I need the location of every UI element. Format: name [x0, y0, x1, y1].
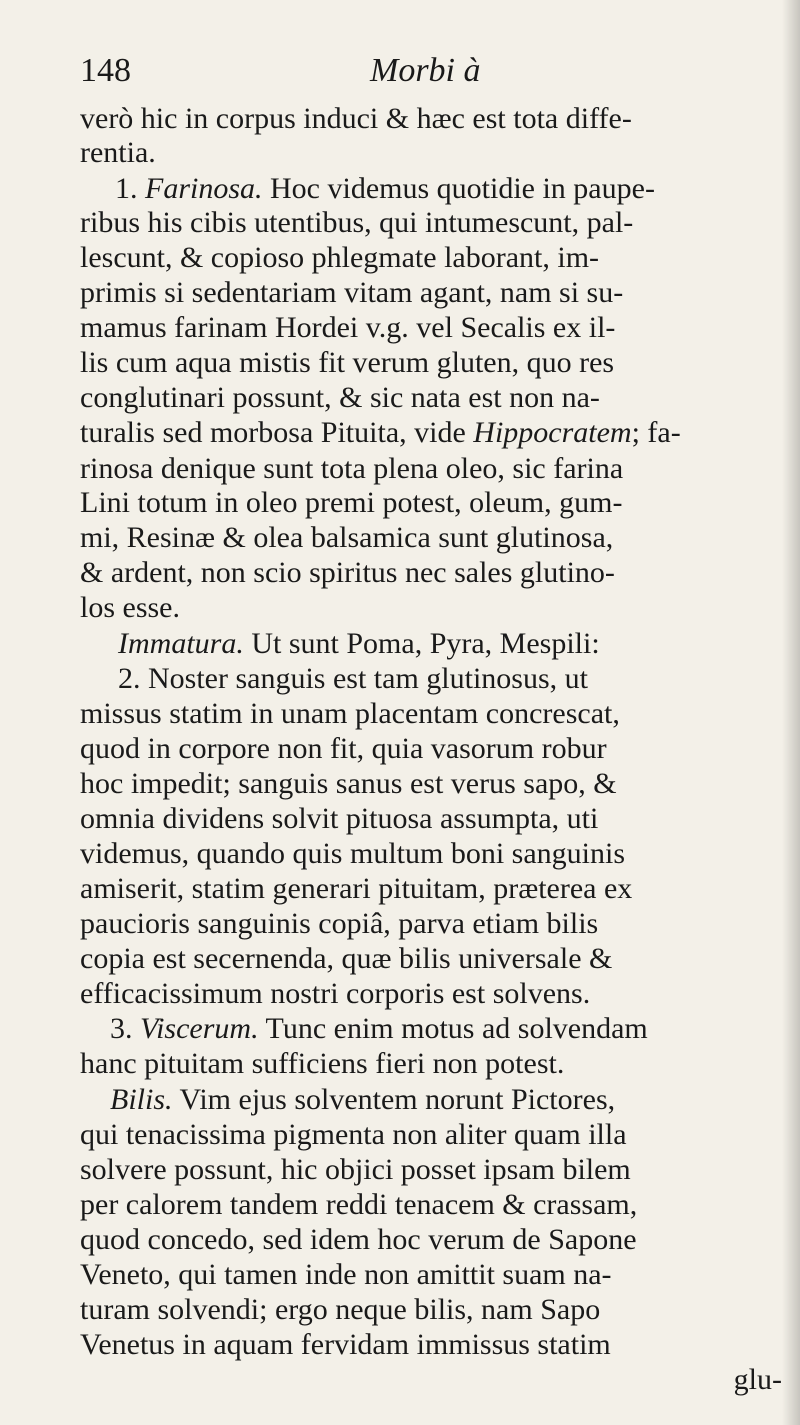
text-segment: paucioris sanguinis copiâ, parva etiam bilis [80, 907, 599, 940]
text-line [80, 416, 790, 450]
text-line [80, 1293, 790, 1327]
text-segment: ; fa- [631, 416, 681, 449]
text-segment: Venetus in aquam fervidam immissus statim [80, 1328, 611, 1361]
text-line [80, 872, 790, 906]
running-head: Morbi à [370, 52, 481, 89]
text-segment: 2. Noster sanguis est tam glutinosus, ut [118, 662, 588, 695]
text-segment: hoc impedit; sanguis sanus est verus sapo, & [80, 767, 617, 800]
text-line [80, 732, 790, 766]
text-segment: qui tenacissima pigmenta non aliter quam illa [80, 1118, 627, 1151]
text-line [80, 276, 790, 310]
text-segment: quod concedo, sed idem hoc verum de Sapone [80, 1223, 637, 1256]
text-line [80, 942, 790, 976]
text-segment: Hoc videmus quotidie in paupe- [262, 172, 655, 205]
text-line [80, 1047, 790, 1081]
text-line [118, 627, 790, 661]
text-segment: rentia. [80, 136, 156, 169]
text-line [80, 1223, 790, 1257]
text-line [80, 102, 790, 136]
text-segment: turam solvendi; ergo neque bilis, nam Sapo [80, 1293, 601, 1326]
text-segment: per calorem tandem reddi tenacem & crassam, [80, 1188, 638, 1221]
italic-term: Hippocratem [473, 416, 632, 449]
text-segment: efficacissimum nostri corporis est solvens. [80, 977, 591, 1010]
text-segment: & ardent, non scio spiritus nec sales glutino- [80, 556, 615, 589]
text-line [80, 802, 790, 836]
text-line [80, 452, 790, 486]
text-line [115, 172, 790, 206]
text-segment: glu- [733, 1363, 782, 1396]
text-segment: hanc pituitam sufficiens fieri non potest. [80, 1047, 565, 1080]
text-segment: 3. [110, 1012, 140, 1045]
text-line [80, 486, 790, 520]
text-segment: rinosa denique sunt tota plena oleo, sic farina [80, 452, 624, 485]
text-segment: Veneto, qui tamen inde non amittit suam na- [80, 1258, 612, 1291]
text-line [80, 767, 790, 801]
page-number: 148 [80, 52, 131, 89]
text-segment: Vim ejus solventem norunt Pictores, [172, 1083, 616, 1116]
text-segment: conglutinari possunt, & sic nata est non na- [80, 381, 600, 414]
text-line [80, 1328, 790, 1362]
text-line [80, 206, 790, 240]
text-segment: lescunt, & copioso phlegmate laborant, im- [80, 241, 600, 274]
text-segment: quod in corpore non fit, quia vasorum robur [80, 732, 607, 765]
text-line [80, 907, 790, 941]
text-segment: omnia dividens solvit pituosa assumpta, uti [80, 802, 599, 835]
text-segment: Tunc enim motus ad solvendam [258, 1012, 648, 1045]
text-segment: los esse. [80, 591, 180, 624]
text-line [80, 1258, 790, 1292]
text-line [80, 977, 790, 1011]
italic-term: Viscerum. [140, 1012, 259, 1045]
text-line [110, 1083, 790, 1117]
text-segment: videmus, quando quis multum boni sanguinis [80, 837, 625, 870]
text-line [80, 311, 790, 345]
italic-term: Farinosa. [145, 172, 263, 205]
text-segment: ribus his cibis utentibus, qui intumescunt, pal- [80, 206, 634, 239]
text-line [80, 136, 790, 170]
text-line [80, 241, 790, 275]
text-line [80, 1118, 790, 1152]
text-line [80, 1188, 790, 1222]
text-line [80, 556, 790, 590]
text-segment: lis cum aqua mistis fit verum gluten, quo res [80, 346, 615, 379]
text-segment: solvere possunt, hic objici posset ipsam bilem [80, 1153, 631, 1186]
text-line [80, 381, 790, 415]
text-line [80, 521, 790, 555]
text-line [80, 346, 790, 380]
text-segment: mi, Resinæ & olea balsamica sunt glutinosa, [80, 521, 614, 554]
text-segment: Lini totum in oleo premi potest, oleum, gum- [80, 486, 623, 519]
text-segment: copia est secernenda, quæ bilis universale & [80, 942, 613, 975]
page-edge-shadow [782, 0, 800, 1425]
text-line [734, 1363, 782, 1397]
text-segment: turalis sed morbosa Pituita, vide [80, 416, 474, 449]
text-segment: primis si sedentariam vitam agant, nam si su- [80, 276, 624, 309]
text-segment: 1. [115, 172, 145, 205]
page-header [80, 52, 780, 102]
text-segment: verò hic in corpus induci & hæc est tota diffe- [80, 102, 632, 135]
text-segment: amiserit, statim generari pituitam, præterea ex [80, 872, 633, 905]
text-line [80, 697, 790, 731]
text-segment: mamus farinam Hordei v.g. vel Secalis ex il- [80, 311, 616, 344]
text-line [80, 1153, 790, 1187]
text-line [110, 1012, 790, 1046]
italic-term: Immatura. [118, 627, 244, 660]
text-line [80, 837, 790, 871]
text-line [118, 662, 790, 696]
text-line [80, 591, 790, 625]
italic-term: Bilis. [110, 1083, 173, 1116]
text-segment: Ut sunt Poma, Pyra, Mespili: [243, 627, 600, 660]
text-segment: missus statim in unam placentam concrescat, [80, 697, 620, 730]
